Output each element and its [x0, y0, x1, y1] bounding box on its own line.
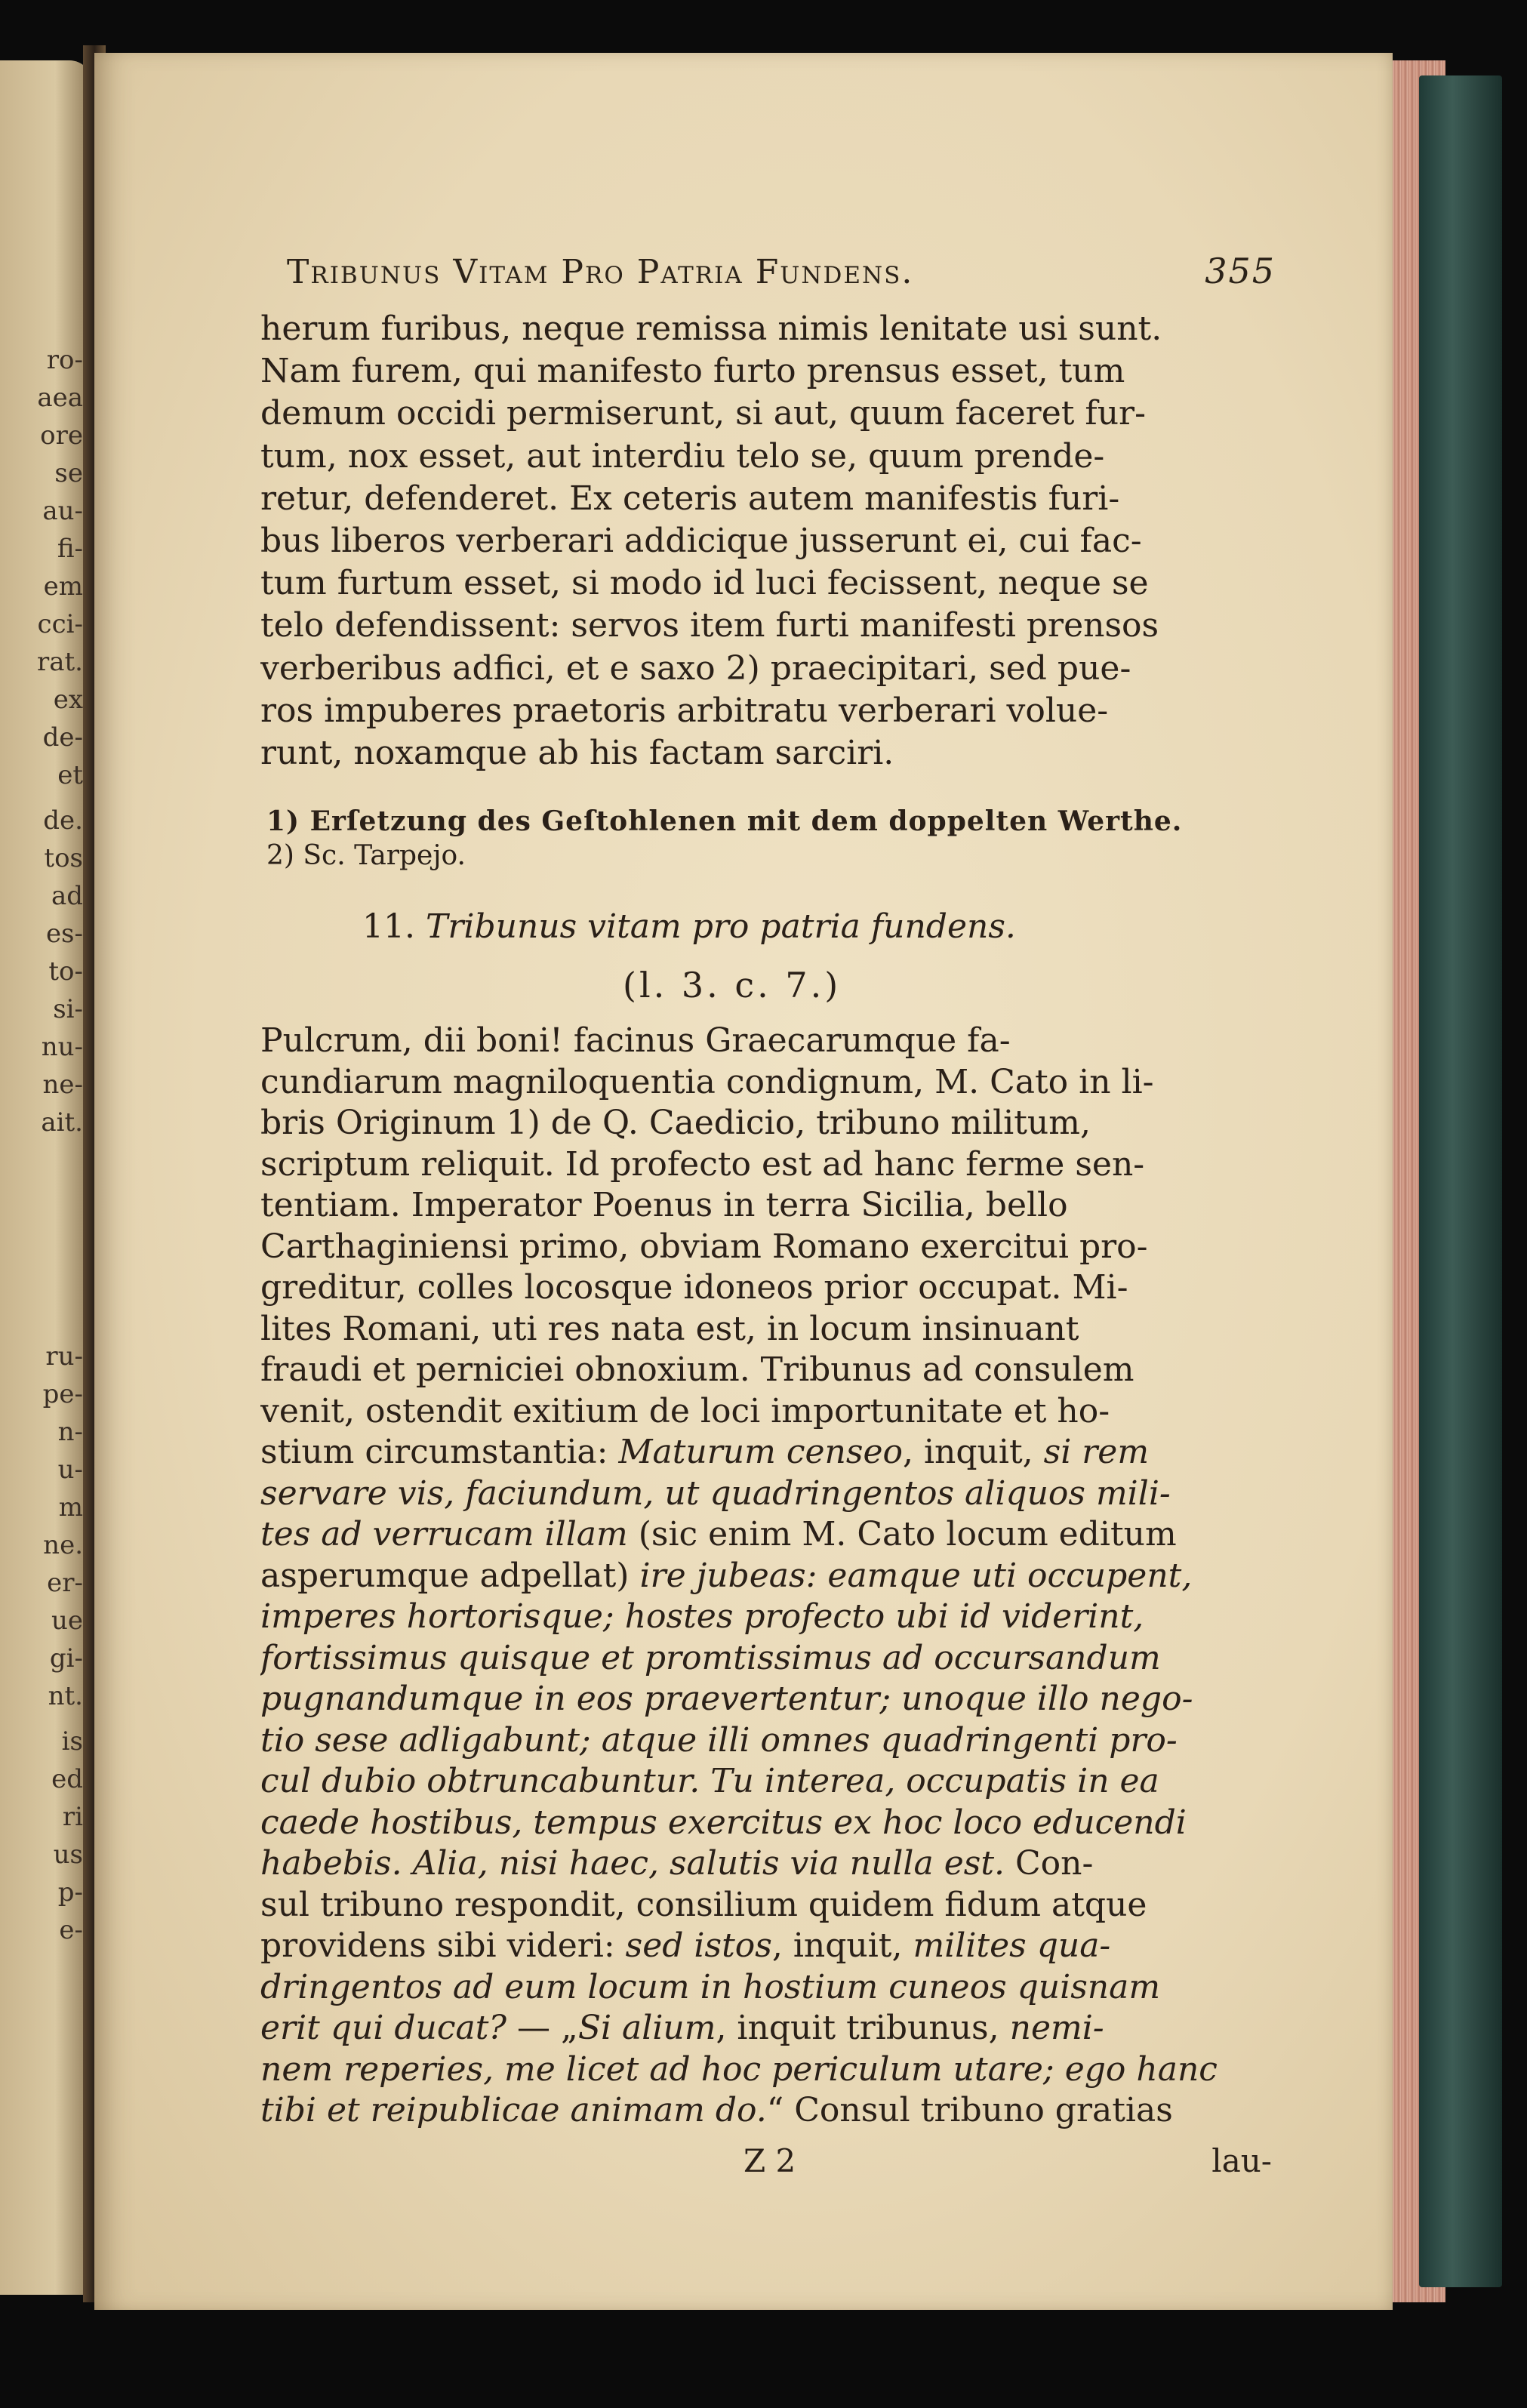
text-line [260, 1473, 1272, 1515]
text-segment: scriptum reliquit. Id profecto est ad hanc ferme sen- [260, 1144, 1145, 1184]
left-page-fragment: nt. [48, 1681, 83, 1711]
footnotes [266, 804, 1270, 873]
text-line [260, 2049, 1272, 2091]
page-number: 355 [1205, 251, 1276, 291]
text-line [260, 1597, 1272, 1638]
text-segment: tes ad verrucam illam [260, 1515, 628, 1553]
text-line: herum furibus, neque remissa nimis lenitate usi sunt. [260, 309, 1162, 348]
catchword: lau- [1211, 2142, 1272, 2179]
text-segment: ire jubeas: eamque uti occupent, [639, 1556, 1193, 1595]
left-page-fragment: ne- [42, 1070, 83, 1100]
text-segment: , inquit, [771, 1926, 913, 1965]
text-line [260, 1556, 1272, 1597]
left-page-fragment: ex [53, 685, 83, 715]
text-line: verberibus adfici, et e saxo 2) praecipitari, sed pue- [260, 648, 1131, 688]
text-segment: asperumque adpellat) [260, 1556, 640, 1595]
left-page-fragment: aea [37, 383, 83, 413]
text-line [260, 1885, 1272, 1926]
text-segment: dringentos ad eum locum in hostium cuneos quisnam [260, 1967, 1161, 2006]
source-reference: (l. 3. c. 7.) [623, 965, 842, 1005]
text-line: ros impuberes praetoris arbitratu verberari volue- [260, 691, 1109, 730]
text-segment: tio sese adligabunt; atque illi omnes quadringenti pro- [260, 1720, 1178, 1760]
text-segment: servare vis, faciundum, ut quadringentos aliquos mili- [260, 1473, 1171, 1513]
text-segment: — „ [506, 2009, 578, 2047]
left-page-fragment: de. [43, 805, 83, 836]
text-segment: Carthaginiensi primo, obviam Romano exercitui pro- [260, 1227, 1148, 1266]
text-line [260, 1391, 1272, 1433]
text-line [260, 1062, 1272, 1104]
text-line: runt, noxamque ab his factam sarciri. [260, 734, 894, 773]
left-page-fragment: em [43, 571, 83, 602]
left-page-fragment: rat. [37, 647, 83, 677]
left-page-fragment: nu- [41, 1032, 83, 1062]
text-segment: Pulcrum, dii boni! facinus Graecarumque fa- [260, 1021, 1011, 1060]
text-segment: caede hostibus, tempus exercitus ex hoc loco educendi [260, 1803, 1187, 1842]
left-page-fragment: gi- [49, 1643, 83, 1674]
left-page-fragment: se [54, 458, 83, 488]
text-line [260, 1967, 1272, 2009]
text-segment: greditur, colles locosque idoneos prior occupat. Mi- [260, 1268, 1128, 1307]
page-footer [260, 2142, 1272, 2179]
text-segment: stium circumstantia: [260, 1433, 619, 1471]
text-segment: cundiarum magniloquentia condignum, M. Cato in li- [260, 1062, 1154, 1101]
text-segment: sed istos [625, 1926, 772, 1965]
section-number: 11. [362, 907, 415, 946]
signature-mark: Z 2 [743, 2142, 796, 2179]
text-line [260, 1638, 1272, 1680]
text-line: demum occidi permiserunt, si aut, quum faceret fur- [260, 394, 1146, 433]
left-page-fragment: es- [45, 919, 83, 949]
text-line: bus liberos verberari addicique jusserunt ei, cui fac- [260, 522, 1142, 561]
text-line [260, 1679, 1272, 1720]
text-line [260, 1720, 1272, 1762]
left-page-fragment: ro- [46, 345, 83, 375]
book-page [94, 53, 1393, 2310]
text-segment: pugnandumque in eos praevertentur; unoque illo nego- [260, 1680, 1193, 1718]
text-line [260, 1021, 1272, 1062]
text-segment: Si alium [577, 2009, 716, 2047]
section-title: Tribunus vitam pro patria fundens. [425, 907, 1016, 946]
text-line [260, 2090, 1272, 2132]
text-segment: tentiam. Imperator Poenus in terra Sicilia, bello [260, 1186, 1068, 1224]
left-page-fragment: ad [51, 881, 83, 911]
text-segment: cul dubio obtruncabuntur. Tu interea, occupatis in ea [260, 1762, 1159, 1800]
left-page-fragment: au- [42, 496, 83, 526]
left-page-fragment: e- [59, 1915, 83, 1945]
text-segment: venit, ostendit exitium de loci importunitate et ho- [260, 1391, 1110, 1430]
text-segment: “ Consul tribuno gratias [766, 2091, 1173, 2129]
left-page-fragment: us [53, 1840, 83, 1870]
text-line [260, 1514, 1272, 1556]
left-page-fragment: ri [62, 1802, 83, 1832]
left-page-fragment: m [58, 1492, 83, 1523]
text-line [260, 1267, 1272, 1309]
text-segment: nem reperies, me licet ad hoc periculum utare; ego hanc [260, 2049, 1218, 2089]
body-text-upper [260, 308, 1272, 774]
text-line [260, 2008, 1272, 2049]
left-page-fragment: p- [57, 1877, 83, 1908]
running-head [287, 251, 1276, 291]
left-page-fragment: ru- [45, 1341, 83, 1372]
left-page-fragment: to- [48, 956, 83, 987]
text-segment: , inquit tribunus, [716, 2009, 1010, 2047]
text-segment: tibi et reipublicae animam do. [260, 2091, 767, 2129]
left-page-fragment: is [61, 1726, 83, 1757]
text-line [260, 1926, 1272, 1967]
text-line: tum furtum esset, si modo id luci fecissent, neque se [260, 564, 1149, 603]
text-segment: sul tribuno respondit, consilium quidem fidum atque [260, 1885, 1147, 1924]
text-segment: Maturum censeo [618, 1433, 903, 1471]
text-segment: , inquit, [902, 1433, 1044, 1471]
left-page-fragment: pe- [42, 1379, 83, 1409]
text-segment: bris Originum 1) de Q. Caedicio, tribuno militum, [260, 1104, 1091, 1142]
left-page-fragment: ait. [41, 1107, 83, 1138]
text-segment: fraudi et perniciei obnoxium. Tribunus ad consulem [260, 1350, 1134, 1389]
text-segment: imperes hortorisque; hostes profecto ubi id viderint, [260, 1597, 1144, 1636]
text-segment: erit qui ducat? [260, 2009, 507, 2047]
text-line [260, 1803, 1272, 1844]
text-segment: si rem [1043, 1433, 1150, 1471]
left-page-fragment: u- [57, 1455, 83, 1485]
text-line [260, 1185, 1272, 1227]
text-line: Nam furem, qui manifesto furto prensus esset, tum [260, 352, 1125, 391]
left-page-fragment: ne. [43, 1530, 83, 1560]
text-segment: nemi- [1009, 2009, 1104, 2047]
left-page-fragment: fi- [57, 534, 83, 564]
text-line [260, 1432, 1272, 1473]
text-segment: Con- [1004, 1844, 1094, 1883]
left-page-fragment: ore [40, 420, 83, 451]
footnote-1: 1) Erſetzung des Geſtohlenen mit dem doppelten Werthe. [266, 805, 1183, 837]
left-page-fragment: de- [42, 722, 83, 753]
body-text-main [260, 1021, 1272, 2132]
text-segment: habebis. Alia, nisi haec, salutis via nulla est. [260, 1844, 1005, 1883]
text-line: retur, defenderet. Ex ceteris autem manifestis furi- [260, 479, 1120, 518]
left-page-fragment: cci- [37, 609, 83, 639]
text-segment: providens sibi videri: [260, 1926, 626, 1965]
left-page-fragment: ue [51, 1606, 83, 1636]
left-page-fragment: si- [53, 994, 83, 1024]
text-line [260, 1761, 1272, 1803]
left-page-fragment: et [57, 760, 83, 790]
text-line: telo defendissent: servos item furti manifesti prensos [260, 606, 1159, 645]
left-page-fragment: n- [57, 1417, 83, 1447]
left-facing-page [0, 60, 92, 2295]
text-line [260, 1103, 1272, 1144]
text-line [260, 1144, 1272, 1186]
text-segment: milites qua- [913, 1926, 1111, 1965]
book-cover-board [1419, 75, 1502, 2287]
text-line [260, 1843, 1272, 1885]
text-line [260, 1309, 1272, 1350]
text-line [260, 1227, 1272, 1268]
left-page-fragment: tos [44, 843, 83, 873]
text-segment: lites Romani, uti res nata est, in locum insinuant [260, 1309, 1079, 1348]
text-segment: fortissimus quisque et promtissimus ad occursandum [260, 1638, 1161, 1677]
footnote-2: 2) Sc. Tarpejo. [266, 840, 466, 871]
running-head-title: Tribunus Vitam Pro Patria Fundens. [287, 253, 914, 291]
left-page-fragment: ed [51, 1764, 83, 1794]
section-heading [362, 906, 1344, 948]
text-line: tum, nox esset, aut interdiu telo se, quum prende- [260, 436, 1105, 476]
text-line [260, 1350, 1272, 1391]
text-segment: (sic enim M. Cato locum editum [627, 1515, 1177, 1553]
left-page-fragment: er- [47, 1568, 83, 1598]
